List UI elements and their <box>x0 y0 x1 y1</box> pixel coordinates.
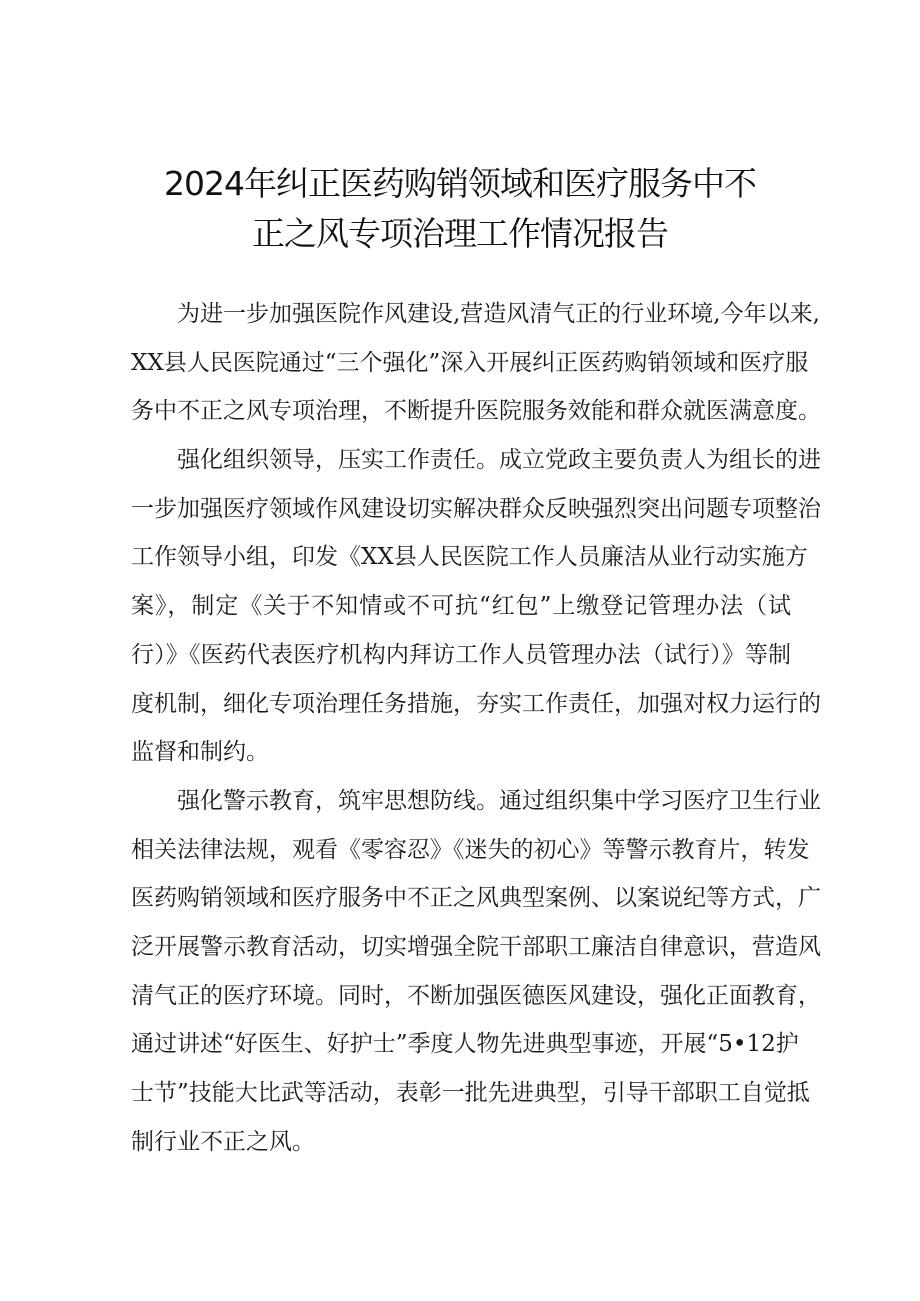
paragraph-line: 制行业不正之风。 <box>131 1128 315 1155</box>
paragraph-line: 务中不正之风专项治理，不断提升医院服务效能和群众就医满意度。 <box>131 398 821 425</box>
paragraph-line: 监督和制约。 <box>131 739 269 766</box>
paragraph-line: 相关法律法规，观看《零容忍》《迷失的初心》等警示教育片，转发 <box>131 836 810 863</box>
paragraph-line: 案》，制定《关于不知情或不可抗“红包”上缴登记管理办法（试 <box>131 593 791 620</box>
document-body <box>131 290 821 1166</box>
paragraph-line: 强化组织领导，压实工作责任。成立党政主要负责人为组长的进 <box>177 447 821 474</box>
paragraph-line: 泛开展警示教育活动，切实增强全院干部职工廉洁自律意识，营造风 <box>131 933 821 960</box>
paragraph-line: 工作领导小组，印发《XX县人民医院工作人员廉洁从业行动实施方 <box>131 544 808 571</box>
paragraph-line: 通过讲述“好医生、好护士”季度人物先进典型事迹，开展“5•12护 <box>131 1031 799 1058</box>
paragraph-line: 清气正的医疗环境。同时，不断加强医德医风建设，强化正面教育， <box>131 982 821 1009</box>
paragraph-line: 为进一步加强医院作风建设,营造风清气正的行业环境,今年以来, <box>177 301 820 327</box>
paragraph-line: XX县人民医院通过“三个强化”深入开展纠正医药购销领域和医疗服 <box>131 349 809 376</box>
paragraph-line: 士节”技能大比武等活动，表彰一批先进典型，引导干部职工自觉抵 <box>131 1080 810 1106</box>
paragraph-line: 度机制，细化专项治理任务措施，夯实工作责任，加强对权力运行的 <box>131 690 821 717</box>
paragraph-line: 医药购销领域和医疗服务中不正之风典型案例、以案说纪等方式，广 <box>131 885 821 912</box>
paragraph-line: 行）》《医药代表医疗机构内拜访工作人员管理办法（试行）》等制 <box>131 641 791 668</box>
paragraph-line: 一步加强医疗领域作风建设切实解决群众反映强烈突出问题专项整治 <box>131 495 821 522</box>
document-title-line-1: 2024年纠正医药购销领域和医疗服务中不 <box>164 164 756 203</box>
document-title-line-2: 正之风专项治理工作情况报告 <box>252 214 668 253</box>
paragraph-line: 强化警示教育，筑牢思想防线。通过组织集中学习医疗卫生行业 <box>177 787 821 814</box>
